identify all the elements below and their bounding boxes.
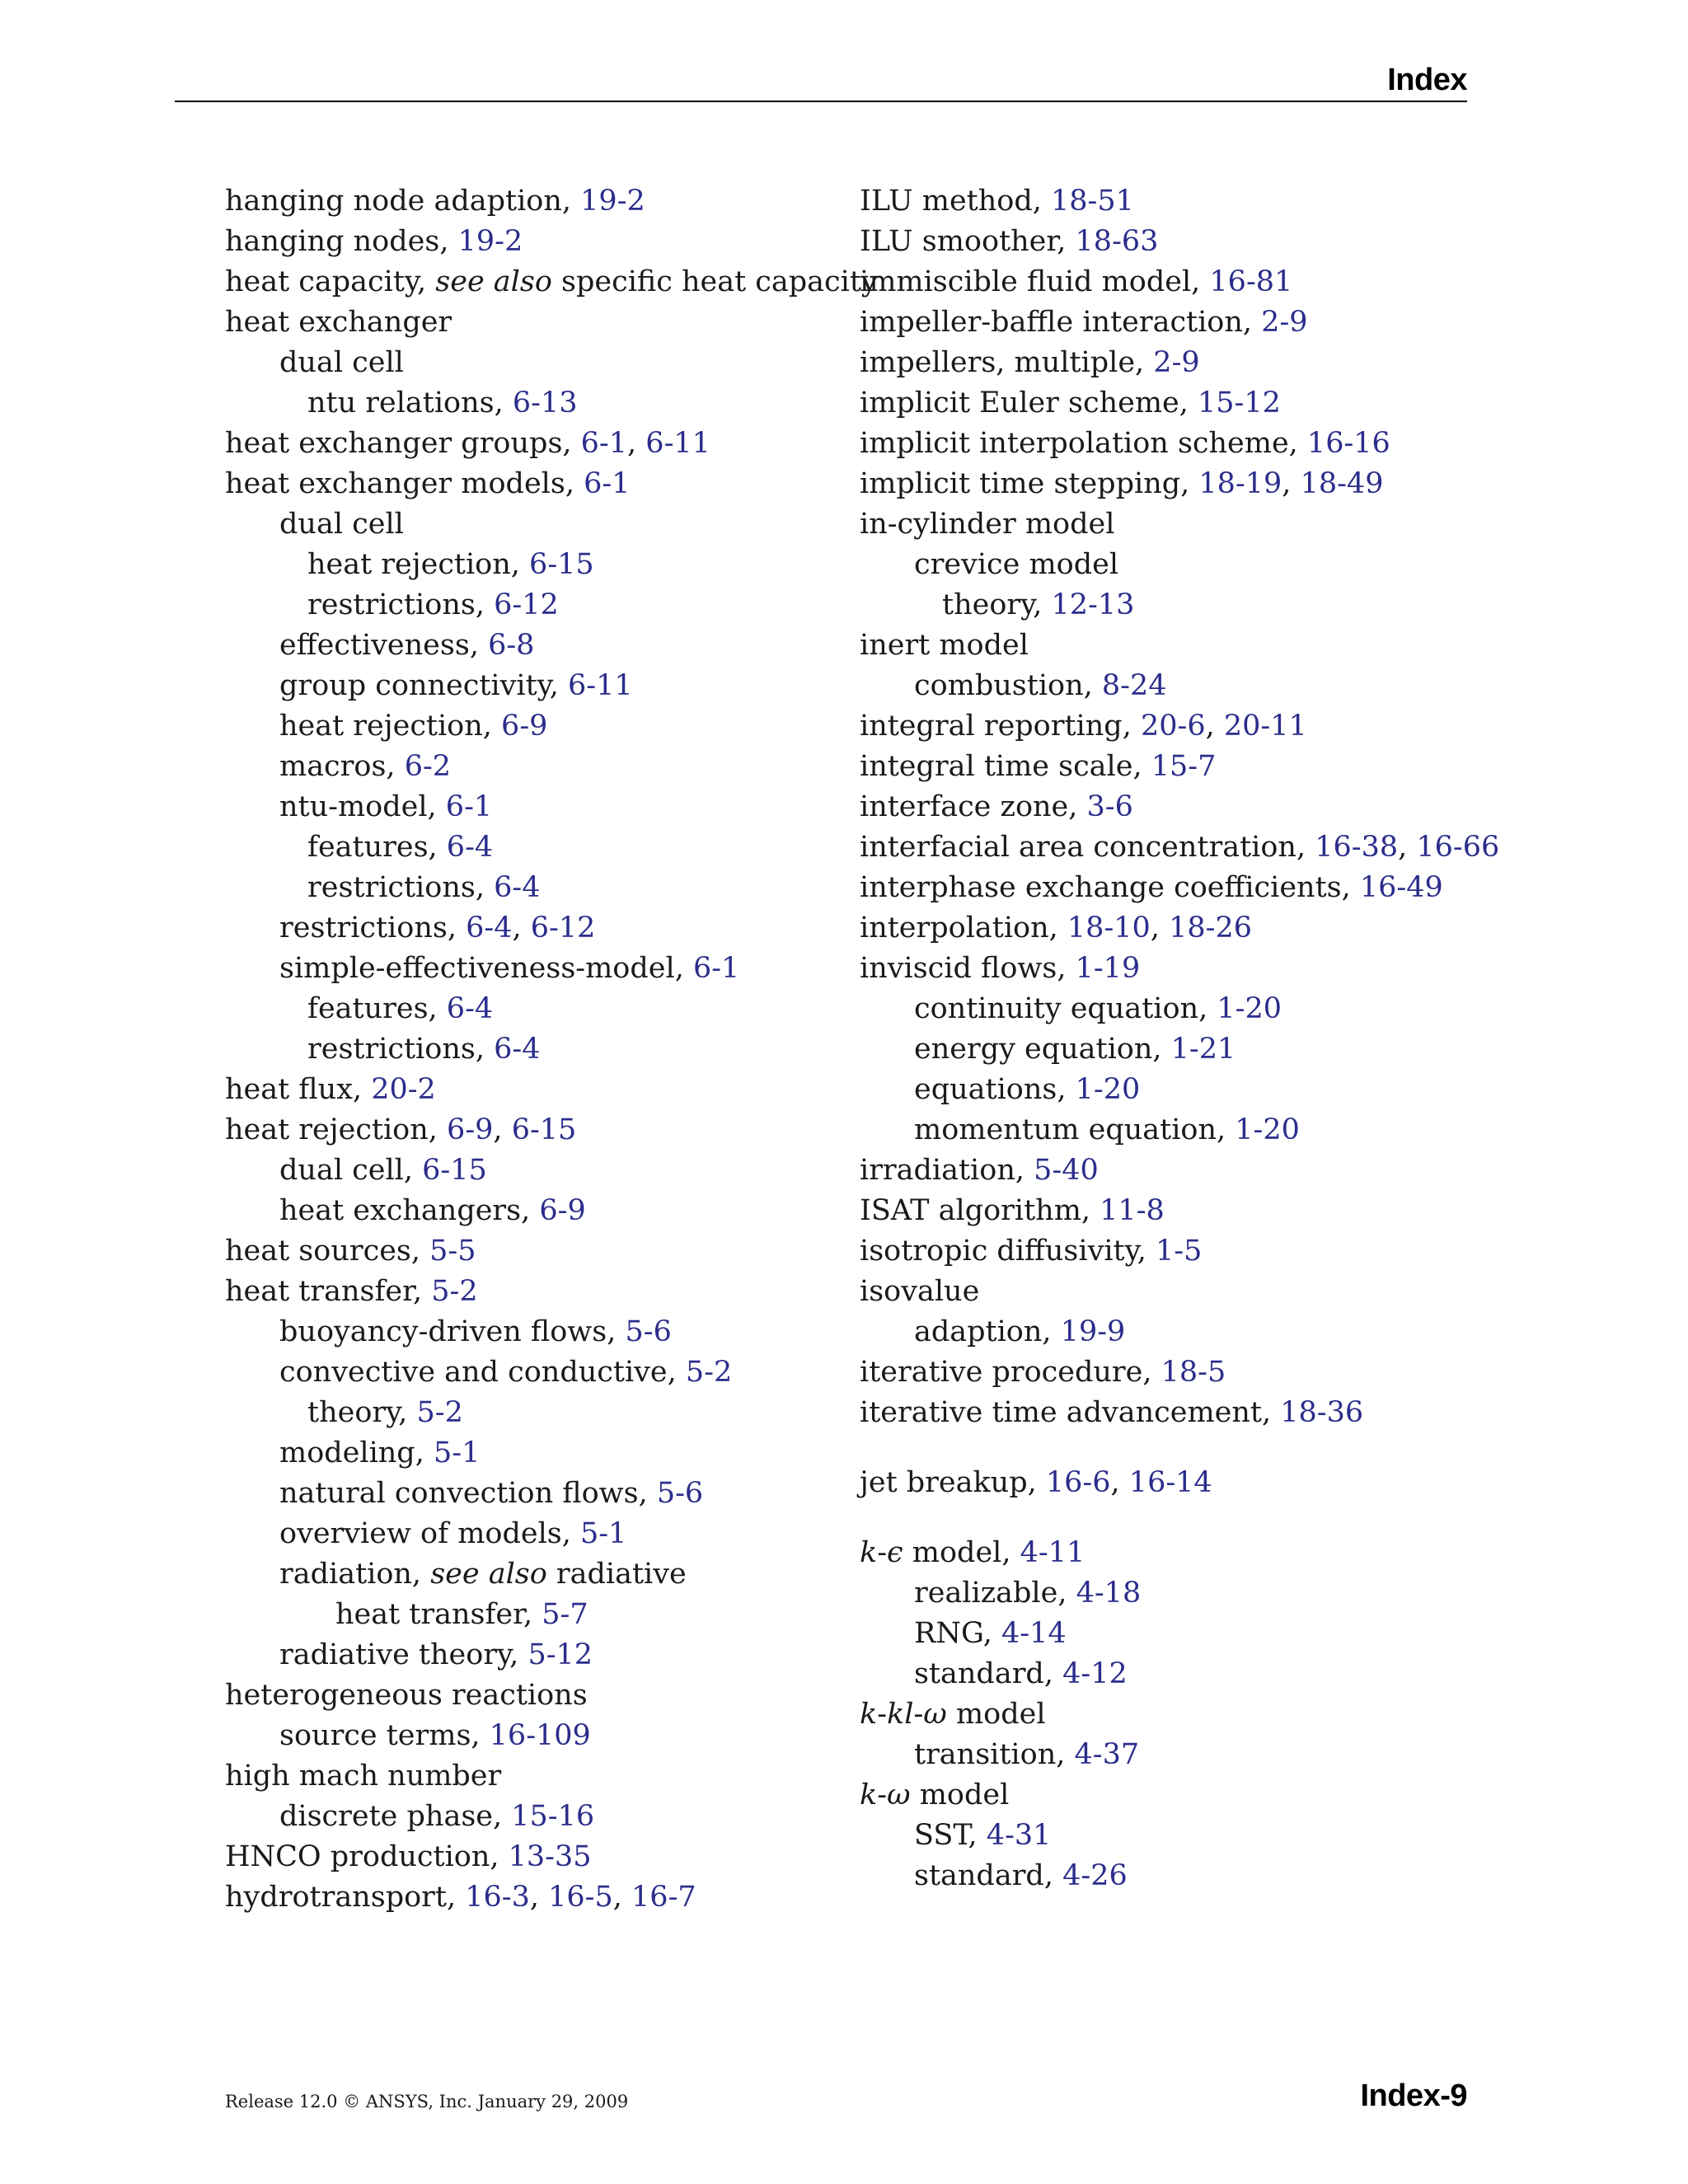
index-entry bbox=[860, 949, 1503, 989]
index-term-text: SST, bbox=[914, 1819, 987, 1852]
index-entry bbox=[225, 1393, 851, 1433]
index-term-text: momentum equation, bbox=[914, 1113, 1236, 1146]
page-ref-link[interactable]: 18-10 bbox=[1067, 912, 1151, 944]
index-entry bbox=[860, 424, 1503, 464]
index-term-text: modeling, bbox=[279, 1436, 434, 1469]
ref-separator: , bbox=[1205, 710, 1224, 743]
page-ref-link[interactable]: 15-7 bbox=[1151, 750, 1217, 783]
index-entry bbox=[225, 1352, 851, 1393]
page-ref-link[interactable]: 3-6 bbox=[1086, 790, 1133, 823]
page-ref-link[interactable]: 6-1 bbox=[580, 427, 628, 460]
page-ref-link[interactable]: 19-9 bbox=[1060, 1315, 1126, 1348]
page-ref-link[interactable]: 16-3 bbox=[465, 1881, 530, 1914]
page-header-title: Index bbox=[1387, 63, 1467, 97]
index-term-text: heat rejection, bbox=[307, 548, 530, 581]
page-ref-link[interactable]: 16-38 bbox=[1315, 831, 1399, 864]
page-ref-link[interactable]: 6-4 bbox=[446, 992, 494, 1025]
index-entry bbox=[860, 504, 1503, 545]
page-ref-link[interactable]: 11-8 bbox=[1100, 1194, 1165, 1227]
index-term-text: iterative time advancement, bbox=[860, 1396, 1281, 1429]
page-ref-link[interactable]: 6-8 bbox=[488, 629, 535, 662]
index-entry bbox=[860, 1070, 1503, 1110]
index-entry bbox=[860, 1272, 1503, 1312]
page-ref-link[interactable]: 18-36 bbox=[1280, 1396, 1364, 1429]
index-term-text: radiation, bbox=[279, 1558, 431, 1591]
index-entry bbox=[225, 383, 851, 424]
index-entry bbox=[860, 222, 1503, 262]
page-ref-link[interactable]: 5-5 bbox=[429, 1235, 476, 1268]
page-ref-link[interactable]: 18-5 bbox=[1160, 1356, 1226, 1389]
ref-separator: , bbox=[512, 912, 531, 944]
page-ref-link[interactable]: 5-6 bbox=[656, 1477, 704, 1510]
ref-separator: , bbox=[627, 427, 646, 460]
ref-separator: , bbox=[612, 1881, 632, 1914]
index-term-text: heat exchanger bbox=[225, 306, 452, 339]
index-term-text: macros, bbox=[279, 750, 405, 783]
index-entry bbox=[860, 1110, 1503, 1151]
page-ref-link[interactable]: 16-66 bbox=[1416, 831, 1500, 864]
index-entry bbox=[225, 302, 851, 343]
index-entry bbox=[860, 1775, 1503, 1816]
page-ref-link[interactable]: 5-2 bbox=[431, 1275, 478, 1308]
index-term-text: heterogeneous reactions bbox=[225, 1679, 588, 1712]
index-term-text: theory, bbox=[942, 588, 1052, 621]
index-term-text: convective and conductive, bbox=[279, 1356, 686, 1389]
index-term-text: standard, bbox=[914, 1657, 1063, 1690]
index-entry bbox=[225, 504, 851, 545]
index-term-text: discrete phase, bbox=[279, 1800, 512, 1833]
index-term-text: interpolation, bbox=[860, 912, 1067, 944]
index-term-text: ω bbox=[887, 1779, 911, 1811]
index-term-text: high mach number bbox=[225, 1760, 502, 1793]
page-ref-link[interactable]: 6-13 bbox=[512, 387, 578, 419]
index-term-text: interphase exchange coefficients, bbox=[860, 871, 1360, 904]
index-entry bbox=[225, 1635, 851, 1675]
page-ref-link[interactable]: 4-12 bbox=[1062, 1657, 1128, 1690]
ref-separator: , bbox=[1398, 831, 1417, 864]
page-ref-link[interactable]: 20-2 bbox=[371, 1073, 436, 1106]
index-term-text: source terms, bbox=[279, 1719, 490, 1752]
index-entry bbox=[225, 1514, 851, 1554]
page-ref-link[interactable]: 5-1 bbox=[580, 1517, 627, 1550]
index-term-text: impellers, multiple, bbox=[860, 346, 1154, 379]
index-term-text: integral reporting, bbox=[860, 710, 1141, 743]
page-ref-link[interactable]: 2-9 bbox=[1261, 306, 1308, 339]
index-term-text: crevice model bbox=[914, 548, 1119, 581]
index-term-text: heat sources, bbox=[225, 1235, 430, 1268]
index-entry bbox=[225, 1675, 851, 1716]
page-ref-link[interactable]: 1-20 bbox=[1217, 992, 1282, 1025]
page-ref-link[interactable]: 6-9 bbox=[539, 1194, 586, 1227]
page-ref-link[interactable]: 18-51 bbox=[1051, 185, 1134, 218]
index-term-text: k bbox=[860, 1698, 878, 1731]
index-term-text: heat exchanger models, bbox=[225, 467, 584, 500]
index-entry bbox=[225, 1029, 851, 1070]
index-entry bbox=[225, 1231, 851, 1272]
index-term-text: specific heat capacity bbox=[551, 265, 878, 298]
index-entry bbox=[860, 1352, 1503, 1393]
index-term-text: see also bbox=[435, 265, 552, 298]
page-ref-link[interactable]: 6-15 bbox=[511, 1113, 577, 1146]
index-entry bbox=[225, 787, 851, 827]
page-ref-link[interactable]: 6-11 bbox=[568, 669, 633, 702]
index-term-text: implicit interpolation scheme, bbox=[860, 427, 1307, 460]
index-entry bbox=[225, 1837, 851, 1877]
index-term-text: radiative bbox=[546, 1558, 687, 1591]
index-entry bbox=[225, 1554, 851, 1595]
ref-separator: , bbox=[1150, 912, 1170, 944]
page-ref-link[interactable]: 1-21 bbox=[1170, 1033, 1236, 1066]
page-ref-link[interactable]: 6-12 bbox=[530, 912, 596, 944]
index-entry bbox=[860, 706, 1503, 747]
page-ref-link[interactable]: 4-31 bbox=[986, 1819, 1052, 1852]
index-term-text: natural convection flows, bbox=[279, 1477, 657, 1510]
index-term-text: ISAT algorithm, bbox=[860, 1194, 1100, 1227]
index-entry bbox=[860, 989, 1503, 1029]
index-entry bbox=[225, 262, 878, 302]
index-term-text: heat rejection, bbox=[279, 710, 502, 743]
ref-separator: , bbox=[1282, 467, 1301, 500]
index-entry bbox=[860, 383, 1503, 424]
index-entry bbox=[860, 302, 1503, 343]
index-entry bbox=[225, 1716, 851, 1756]
page-ref-link[interactable]: 6-15 bbox=[422, 1154, 487, 1187]
index-term-text: equations, bbox=[914, 1073, 1076, 1106]
page-ref-link[interactable]: 5-6 bbox=[625, 1315, 672, 1348]
index-term-text: model bbox=[910, 1779, 1010, 1811]
index-term-text: - bbox=[877, 1779, 888, 1811]
page-ref-link[interactable]: 6-4 bbox=[446, 831, 494, 864]
index-entry bbox=[860, 464, 1503, 504]
index-term-text: standard, bbox=[914, 1859, 1063, 1892]
page-ref-link[interactable]: 6-2 bbox=[404, 750, 452, 783]
index-entry bbox=[225, 868, 851, 908]
index-term-text: implicit time stepping, bbox=[860, 467, 1199, 500]
index-entry bbox=[225, 181, 851, 222]
index-entry bbox=[225, 949, 851, 989]
page-ref-link[interactable]: 16-109 bbox=[489, 1719, 591, 1752]
index-entry bbox=[860, 1393, 1503, 1433]
index-term-text: combustion, bbox=[914, 669, 1102, 702]
index-entry bbox=[225, 747, 851, 787]
index-entry bbox=[860, 545, 1503, 585]
index-term-text: group connectivity, bbox=[279, 669, 569, 702]
index-term-text: - bbox=[913, 1698, 924, 1731]
footer-release: Release 12.0 © ANSYS, Inc. January 29, 2009 bbox=[225, 2092, 629, 2111]
index-entry bbox=[225, 1191, 851, 1231]
index-entry bbox=[860, 868, 1503, 908]
page-ref-link[interactable]: 12-13 bbox=[1051, 588, 1135, 621]
index-term-text: restrictions, bbox=[307, 871, 495, 904]
index-entry bbox=[225, 343, 851, 383]
index-term-text: immiscible fluid model, bbox=[860, 265, 1210, 298]
index-entry bbox=[860, 747, 1503, 787]
page-ref-link[interactable]: 1-5 bbox=[1156, 1235, 1203, 1268]
index-entry bbox=[860, 1312, 1503, 1352]
index-entry bbox=[225, 585, 851, 626]
page-ref-link[interactable]: 2-9 bbox=[1153, 346, 1200, 379]
index-term-text: dual cell bbox=[279, 346, 404, 379]
page-ref-link[interactable]: 16-49 bbox=[1359, 871, 1443, 904]
index-entry bbox=[860, 1463, 1503, 1503]
index-term-text: heat capacity, bbox=[225, 265, 436, 298]
ref-separator: , bbox=[493, 1113, 512, 1146]
page-ref-link[interactable]: 4-14 bbox=[1001, 1617, 1067, 1650]
index-term-text: restrictions, bbox=[307, 588, 495, 621]
index-entry bbox=[225, 1595, 851, 1635]
index-term-text: heat transfer, bbox=[225, 1275, 432, 1308]
index-entry bbox=[860, 908, 1503, 949]
index-term-text: dual cell bbox=[279, 508, 404, 541]
page-ref-link[interactable]: 4-11 bbox=[1020, 1536, 1085, 1569]
index-entry bbox=[225, 666, 851, 706]
index-entry bbox=[225, 1797, 851, 1837]
index-term-text: dual cell, bbox=[279, 1154, 423, 1187]
index-term-text: energy equation, bbox=[914, 1033, 1171, 1066]
page-ref-link[interactable]: 6-9 bbox=[447, 1113, 494, 1146]
index-term-text: inert model bbox=[860, 629, 1029, 662]
index-term-text: heat rejection, bbox=[225, 1113, 448, 1146]
index-term-text: ntu-model, bbox=[279, 790, 446, 823]
page-ref-link[interactable]: 6-4 bbox=[494, 1033, 541, 1066]
index-term-text: heat exchanger groups, bbox=[225, 427, 581, 460]
index-term-text: hanging nodes, bbox=[225, 225, 458, 258]
letter-group-gap bbox=[860, 1433, 1503, 1463]
index-term-text: see also bbox=[430, 1558, 547, 1591]
index-entry bbox=[860, 1654, 1503, 1694]
index-term-text: hydrotransport, bbox=[225, 1881, 466, 1914]
page-ref-link[interactable]: 6-12 bbox=[494, 588, 559, 621]
index-term-text: features, bbox=[307, 831, 447, 864]
page-ref-link[interactable]: 16-81 bbox=[1209, 265, 1293, 298]
page-ref-link[interactable]: 18-19 bbox=[1198, 467, 1282, 500]
page-ref-link[interactable]: 18-26 bbox=[1169, 912, 1252, 944]
index-term-text: continuity equation, bbox=[914, 992, 1217, 1025]
index-term-text: transition, bbox=[914, 1738, 1075, 1771]
page-ref-link[interactable]: 15-12 bbox=[1198, 387, 1281, 419]
index-term-text: ϵ bbox=[887, 1536, 903, 1569]
index-term-text: overview of models, bbox=[279, 1517, 580, 1550]
index-entry bbox=[225, 989, 851, 1029]
page-ref-link[interactable]: 1-20 bbox=[1075, 1073, 1141, 1106]
index-entry bbox=[860, 1614, 1503, 1654]
page-ref-link[interactable]: 16-16 bbox=[1306, 427, 1390, 460]
index-entry bbox=[860, 827, 1503, 868]
index-term-text: integral time scale, bbox=[860, 750, 1151, 783]
index-term-text: effectiveness, bbox=[279, 629, 489, 662]
page-ref-link[interactable]: 6-1 bbox=[445, 790, 493, 823]
index-entry bbox=[225, 1474, 851, 1514]
page-ref-link[interactable]: 6-11 bbox=[645, 427, 710, 460]
index-term-text: restrictions, bbox=[307, 1033, 495, 1066]
index-term-text: k bbox=[860, 1536, 878, 1569]
index-entry bbox=[225, 1151, 851, 1191]
index-term-text: isotropic diffusivity, bbox=[860, 1235, 1156, 1268]
index-term-text: interfacial area concentration, bbox=[860, 831, 1315, 864]
index-entry bbox=[860, 1816, 1503, 1856]
page-ref-link[interactable]: 4-18 bbox=[1076, 1577, 1142, 1610]
index-entry bbox=[860, 787, 1503, 827]
index-term-text: - bbox=[877, 1536, 888, 1569]
page-ref-link[interactable]: 5-2 bbox=[416, 1396, 463, 1429]
index-term-text: jet breakup, bbox=[860, 1466, 1046, 1499]
page-ref-link[interactable]: 8-24 bbox=[1101, 669, 1167, 702]
index-term-text: buoyancy-driven flows, bbox=[279, 1315, 626, 1348]
index-entry bbox=[860, 1735, 1503, 1775]
index-term-text: adaption, bbox=[914, 1315, 1061, 1348]
index-entry bbox=[860, 1573, 1503, 1614]
index-entry bbox=[860, 343, 1503, 383]
page-ref-link[interactable]: 5-40 bbox=[1034, 1154, 1099, 1187]
index-term-text: k bbox=[860, 1779, 878, 1811]
footer-page-number: Index-9 bbox=[1360, 2079, 1467, 2113]
index-entry bbox=[225, 1433, 851, 1474]
index-entry bbox=[225, 908, 851, 949]
index-entry bbox=[225, 1312, 851, 1352]
index-term-text: ω bbox=[923, 1698, 947, 1731]
index-term-text: heat exchangers, bbox=[279, 1194, 540, 1227]
page-ref-link[interactable]: 19-2 bbox=[457, 225, 523, 258]
index-term-text: impeller-baffle interaction, bbox=[860, 306, 1262, 339]
index-entry bbox=[860, 1694, 1503, 1735]
index-term-text: implicit Euler scheme, bbox=[860, 387, 1198, 419]
page-ref-link[interactable]: 6-4 bbox=[466, 912, 513, 944]
index-entry bbox=[225, 1756, 851, 1797]
ref-separator: , bbox=[1110, 1466, 1129, 1499]
index-term-text: theory, bbox=[307, 1396, 417, 1429]
index-term-text: HNCO production, bbox=[225, 1840, 509, 1873]
page-ref-link[interactable]: 4-37 bbox=[1074, 1738, 1140, 1771]
index-term-text: ILU smoother, bbox=[860, 225, 1076, 258]
index-term-text: radiative theory, bbox=[279, 1638, 528, 1671]
letter-group-gap bbox=[860, 1503, 1503, 1533]
index-term-text: isovalue bbox=[860, 1275, 980, 1308]
header-rule bbox=[175, 101, 1467, 102]
index-term-text: restrictions, bbox=[279, 912, 467, 944]
index-term-text: heat flux, bbox=[225, 1073, 372, 1106]
page-ref-link[interactable]: 6-4 bbox=[494, 871, 541, 904]
index-entry bbox=[860, 181, 1503, 222]
page-ref-link[interactable]: 18-63 bbox=[1075, 225, 1159, 258]
page-ref-link[interactable]: 5-7 bbox=[542, 1598, 588, 1631]
index-term-text: in-cylinder model bbox=[860, 508, 1115, 541]
page-ref-link[interactable]: 16-5 bbox=[548, 1881, 613, 1914]
page-ref-link[interactable]: 5-2 bbox=[685, 1356, 733, 1389]
page-ref-link[interactable]: 20-6 bbox=[1140, 710, 1206, 743]
page-ref-link[interactable]: 18-49 bbox=[1300, 467, 1384, 500]
page-ref-link[interactable]: 16-7 bbox=[631, 1881, 696, 1914]
page-ref-link[interactable]: 6-1 bbox=[584, 467, 631, 500]
index-entry bbox=[860, 1231, 1503, 1272]
page-ref-link[interactable]: 5-1 bbox=[433, 1436, 481, 1469]
index-term-text: realizable, bbox=[914, 1577, 1076, 1610]
index-entry bbox=[860, 262, 1503, 302]
index-term-text: interface zone, bbox=[860, 790, 1087, 823]
index-term-text: ntu relations, bbox=[307, 387, 513, 419]
index-entry bbox=[860, 666, 1503, 706]
index-entry bbox=[860, 1029, 1503, 1070]
index-column-left bbox=[225, 181, 878, 1918]
index-term-text: model bbox=[946, 1698, 1046, 1731]
index-term-text: kl bbox=[887, 1698, 914, 1731]
index-entry bbox=[225, 424, 851, 464]
index-entry bbox=[225, 706, 851, 747]
page-ref-link[interactable]: 16-6 bbox=[1045, 1466, 1111, 1499]
index-term-text: features, bbox=[307, 992, 447, 1025]
index-entry bbox=[860, 1151, 1503, 1191]
page-ref-link[interactable]: 1-19 bbox=[1075, 952, 1141, 985]
index-term-text: RNG, bbox=[914, 1617, 1001, 1650]
page-ref-link[interactable]: 1-20 bbox=[1235, 1113, 1300, 1146]
index-term-text: ILU method, bbox=[860, 185, 1052, 218]
index-entry bbox=[860, 585, 1503, 626]
page-ref-link[interactable]: 6-15 bbox=[529, 548, 594, 581]
index-term-text: inviscid flows, bbox=[860, 952, 1076, 985]
page-ref-link[interactable]: 4-26 bbox=[1062, 1859, 1128, 1892]
index-term-text: simple-effectiveness-model, bbox=[279, 952, 693, 985]
index-entry bbox=[225, 1110, 851, 1151]
page-ref-link[interactable]: 13-35 bbox=[508, 1840, 592, 1873]
index-term-text: hanging node adaption, bbox=[225, 185, 581, 218]
index-entry bbox=[225, 545, 851, 585]
page-ref-link[interactable]: 6-9 bbox=[501, 710, 548, 743]
index-entry bbox=[225, 827, 851, 868]
index-entry bbox=[860, 1856, 1503, 1896]
index-entry bbox=[225, 222, 851, 262]
index-entry bbox=[860, 1533, 1503, 1573]
ref-separator: , bbox=[529, 1881, 549, 1914]
index-entry bbox=[225, 1070, 851, 1110]
page-ref-link[interactable]: 19-2 bbox=[580, 185, 645, 218]
page-ref-link[interactable]: 20-11 bbox=[1223, 710, 1307, 743]
index-term-text: irradiation, bbox=[860, 1154, 1034, 1187]
index-entry bbox=[225, 626, 851, 666]
index-entry bbox=[225, 464, 851, 504]
index-term-text: - bbox=[877, 1698, 888, 1731]
index-term-text: heat transfer, bbox=[335, 1598, 542, 1631]
page-ref-link[interactable]: 15-16 bbox=[511, 1800, 595, 1833]
page-ref-link[interactable]: 16-14 bbox=[1128, 1466, 1212, 1499]
index-term-text: model, bbox=[903, 1536, 1020, 1569]
index-entry bbox=[225, 1877, 851, 1918]
page-ref-link[interactable]: 6-1 bbox=[692, 952, 740, 985]
index-column-right bbox=[860, 181, 1503, 1896]
page-ref-link[interactable]: 5-12 bbox=[528, 1638, 593, 1671]
index-entry bbox=[225, 1272, 851, 1312]
index-term-text: iterative procedure, bbox=[860, 1356, 1161, 1389]
index-entry bbox=[860, 626, 1503, 666]
index-entry bbox=[860, 1191, 1503, 1231]
